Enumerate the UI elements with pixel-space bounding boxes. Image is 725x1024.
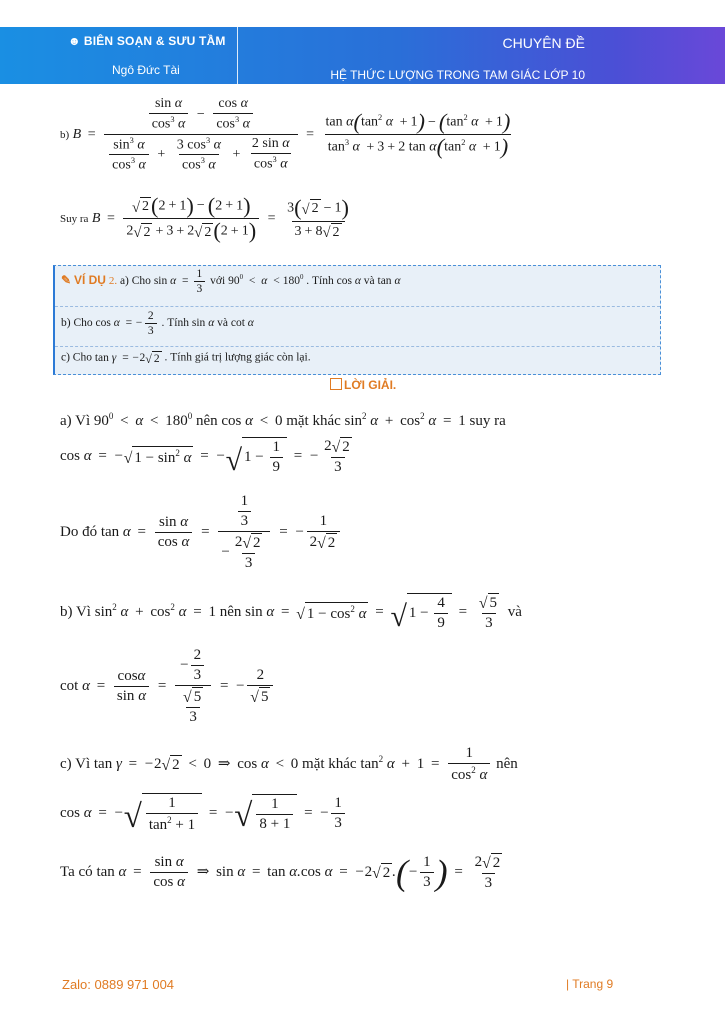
solution-c-line1: c) Vì tan γ = −2 √ 2 < 0 ⇒ cos α < 0 mặt khác $\tan^2 \alpha + 1$ = $\frac{1}{\cos^2 \alpha}$ nên [60,745,518,783]
example-part-a: ✎ VÍ DỤ 2. a) Cho sin α = $\frac{1}{3}$ với $90^0 < \alpha < 180^0$ . Tính cos α và tan α [61,268,401,295]
edit-icon [330,378,342,390]
header-divider [238,87,585,88]
solution-c-sin: Ta có tan α = $\frac{\text{sin α}}{\text{cos α}}$ ⇒ sin α = tan α.cos α = −2 √ 2 .(− $\frac{1}{3}$ ) = 2 √ 2 3 [60,852,501,893]
header-subtitle: HỆ THỨC LƯỢNG TRONG TAM GIÁC LỚP 10 [330,68,585,82]
pencil-icon: ✎ [61,273,72,288]
page-header [0,27,725,84]
example-part-c: c) Cho tan γ = −2 √ 2 . Tính giá trị lượng giác còn lại. [61,351,311,366]
formula-b-B: b) B = $\frac{\text{sin α}}{\cos^3 \alpha}$ − $\frac{\text{cos α}}{\cos^3 \alpha}$ $\frac{\sin^3 \alpha}{\cos^3 \alpha}$ + $\frac{3 \cos^3 \alpha}{\cos^3 \alpha}$ + $\frac{\text{2 sin α}}{\cos^3 \alpha}$ = $\frac{\tan \alpha(\tan^2 \alpha + 1) - (\tan^2 \alpha + 1)}{\tan^3 \alpha + 3 + 2 \tan \alpha(\tan^2 \alpha + 1)}$ [60,96,511,173]
solution-a-tan: Do đó tan α = $\frac{\text{sin α}}{\text{cos α}}$ = $\frac{1}{3}$ − 2 √ 2 3 = − 1 2 √ 2 [60,493,342,572]
header-left-panel [0,27,238,84]
solution-b-line1: b) Vì $\sin^2 \alpha + \cos^2 \alpha = 1$ nên sin α = √ $1 - \cos^2 \alpha$ = √ 1 − $\frac{4}{9}$ = √ 5 3 và [60,595,522,633]
solution-a-cos: cos α = − √ $1 - \sin^2 \alpha$ = − √ 1 − $\frac{1}{9}$ = − 2 √ 2 3 [60,437,350,477]
solution-b-cot: cot α = $\frac{\cos\alpha}{\text{sin α}}$ = − $\frac{2}{3}$ √ 5 3 = − 2 √ 5 [60,647,275,726]
people-icon: ☻ [68,34,81,48]
example-box [53,265,661,375]
solution-a-line1: a) Vì $90^0 < \alpha < 180^0$ nên cos α < 0 mặt khác $\sin^2 \alpha + \cos^2 \alpha = 1$ suy ra [60,411,506,429]
header-brand: ☻ BIÊN SOẠN & SƯU TẦM [68,34,226,48]
example-part-b: b) Cho cos α = − $\frac{2}{3}$ . Tính sin α và cot α [61,310,254,337]
footer-page-number: | Trang 9 [566,977,614,991]
footer-zalo: Zalo: 0889 971 004 [62,977,175,992]
header-topic: CHUYÊN ĐỀ [502,35,585,51]
header-author: Ngô Đức Tài [112,63,180,77]
solution-title: LỜI GIẢI. [330,378,396,392]
solution-c-cos: cos α = − √ $\frac{1}{\tan^2 + 1}$ = − √ $\frac{1}{8 + 1}$ = − $\frac{1}{3}$ [60,793,347,834]
formula-suy-ra: Suy ra B = √ 2 (2 + 1) − (2 + 1) 2 √ 2 + 3 + 2 √ 2 (2 + 1) = 3( √ 2 − 1) 3 + 8 √ 2 [60,193,349,244]
